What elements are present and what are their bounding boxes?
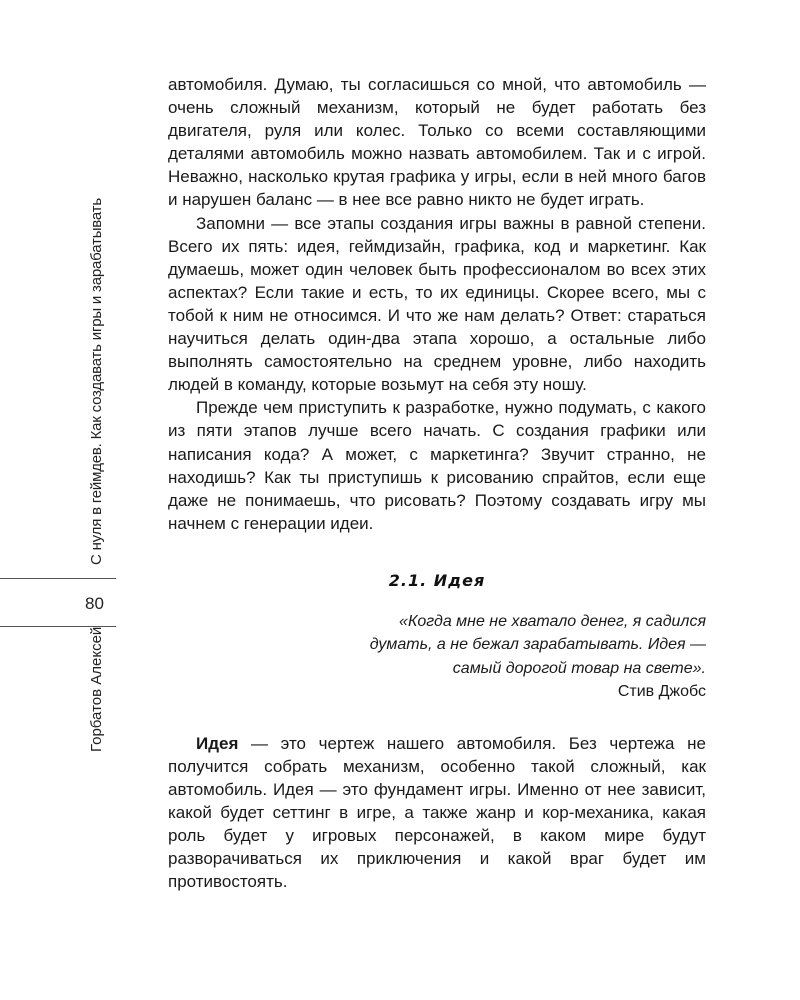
epigraph (168, 610, 706, 704)
body-paragraph-3: Прежде чем приступить к разработке, нужно подумать, с какого из пяти этапов лучше всего начать. С создания графики или написания кода? А может, с маркетинга? Звучит странно, не находишь? Как ты приступишь к рисованию спрайтов, если еще даже не понимаешь, что рисовать? Поэтому создавать игру мы начнем с генерации идеи. (168, 398, 706, 533)
epigraph-line-2: думать, а не бежал зарабатывать. Идея — (369, 636, 706, 654)
epigraph-line-1: «Когда мне не хватало денег, я садился (399, 612, 706, 630)
epigraph-author: Стив Джобс (617, 683, 706, 701)
page-number: 80 (85, 594, 104, 613)
body-paragraph-2: Запомни — все этапы создания игры важны в равной степени. Всего их пять: идея, геймдизайн, графика, код и маркетинг. Как думаешь, может один человек быть профессионалом во всех этих аспектах? Если такие и есть, то их единицы. Скорее всего, мы с тобой к ним не относимся. И что же нам делать? Ответ: стараться научиться делать один-два этапа хорошо, а остальные либо выполнять самостоятельно на среднем уровне, либо находить людей в команду, которые возьмут на себя эту ношу. (168, 213, 706, 395)
running-head-book-title: С нуля в геймдев. Как создавать игры и зарабатывать (88, 198, 105, 565)
margin-divider-top (0, 578, 116, 579)
text-column (168, 73, 706, 894)
epigraph-line-3: самый дорогой товар на свете». (452, 659, 706, 677)
idea-term: Идея (196, 733, 239, 753)
running-head-author: Горбатов Алексей (88, 626, 105, 752)
idea-paragraph (168, 732, 706, 894)
idea-paragraph-text: — это чертеж нашего автомобиля. Без чертежа не получится собрать механизм, особенно такой сложный, как автомобиль. Идея — это фундамент игры. Именно от нее зависит, какой будет сеттинг в игре, а также жанр и кор-механика, какая роль будет у игровых персонажей, в каком мире будут разворачиваться их приключения и какой враг будет им противостоять. (168, 733, 706, 892)
section-title: 2.1. Идея (388, 570, 486, 590)
body-paragraph-1: автомобиля. Думаю, ты согласишься со мной, что автомобиль — очень сложный механизм, который не будет работать без двигателя, руля или колес. Только со всеми составляющими деталями автомобиль можно назвать автомобилем. Так и с игрой. Неважно, насколько крутая графика у игры, если в ней много багов и нарушен баланс — в нее все равно никто не будет играть. (168, 75, 706, 210)
